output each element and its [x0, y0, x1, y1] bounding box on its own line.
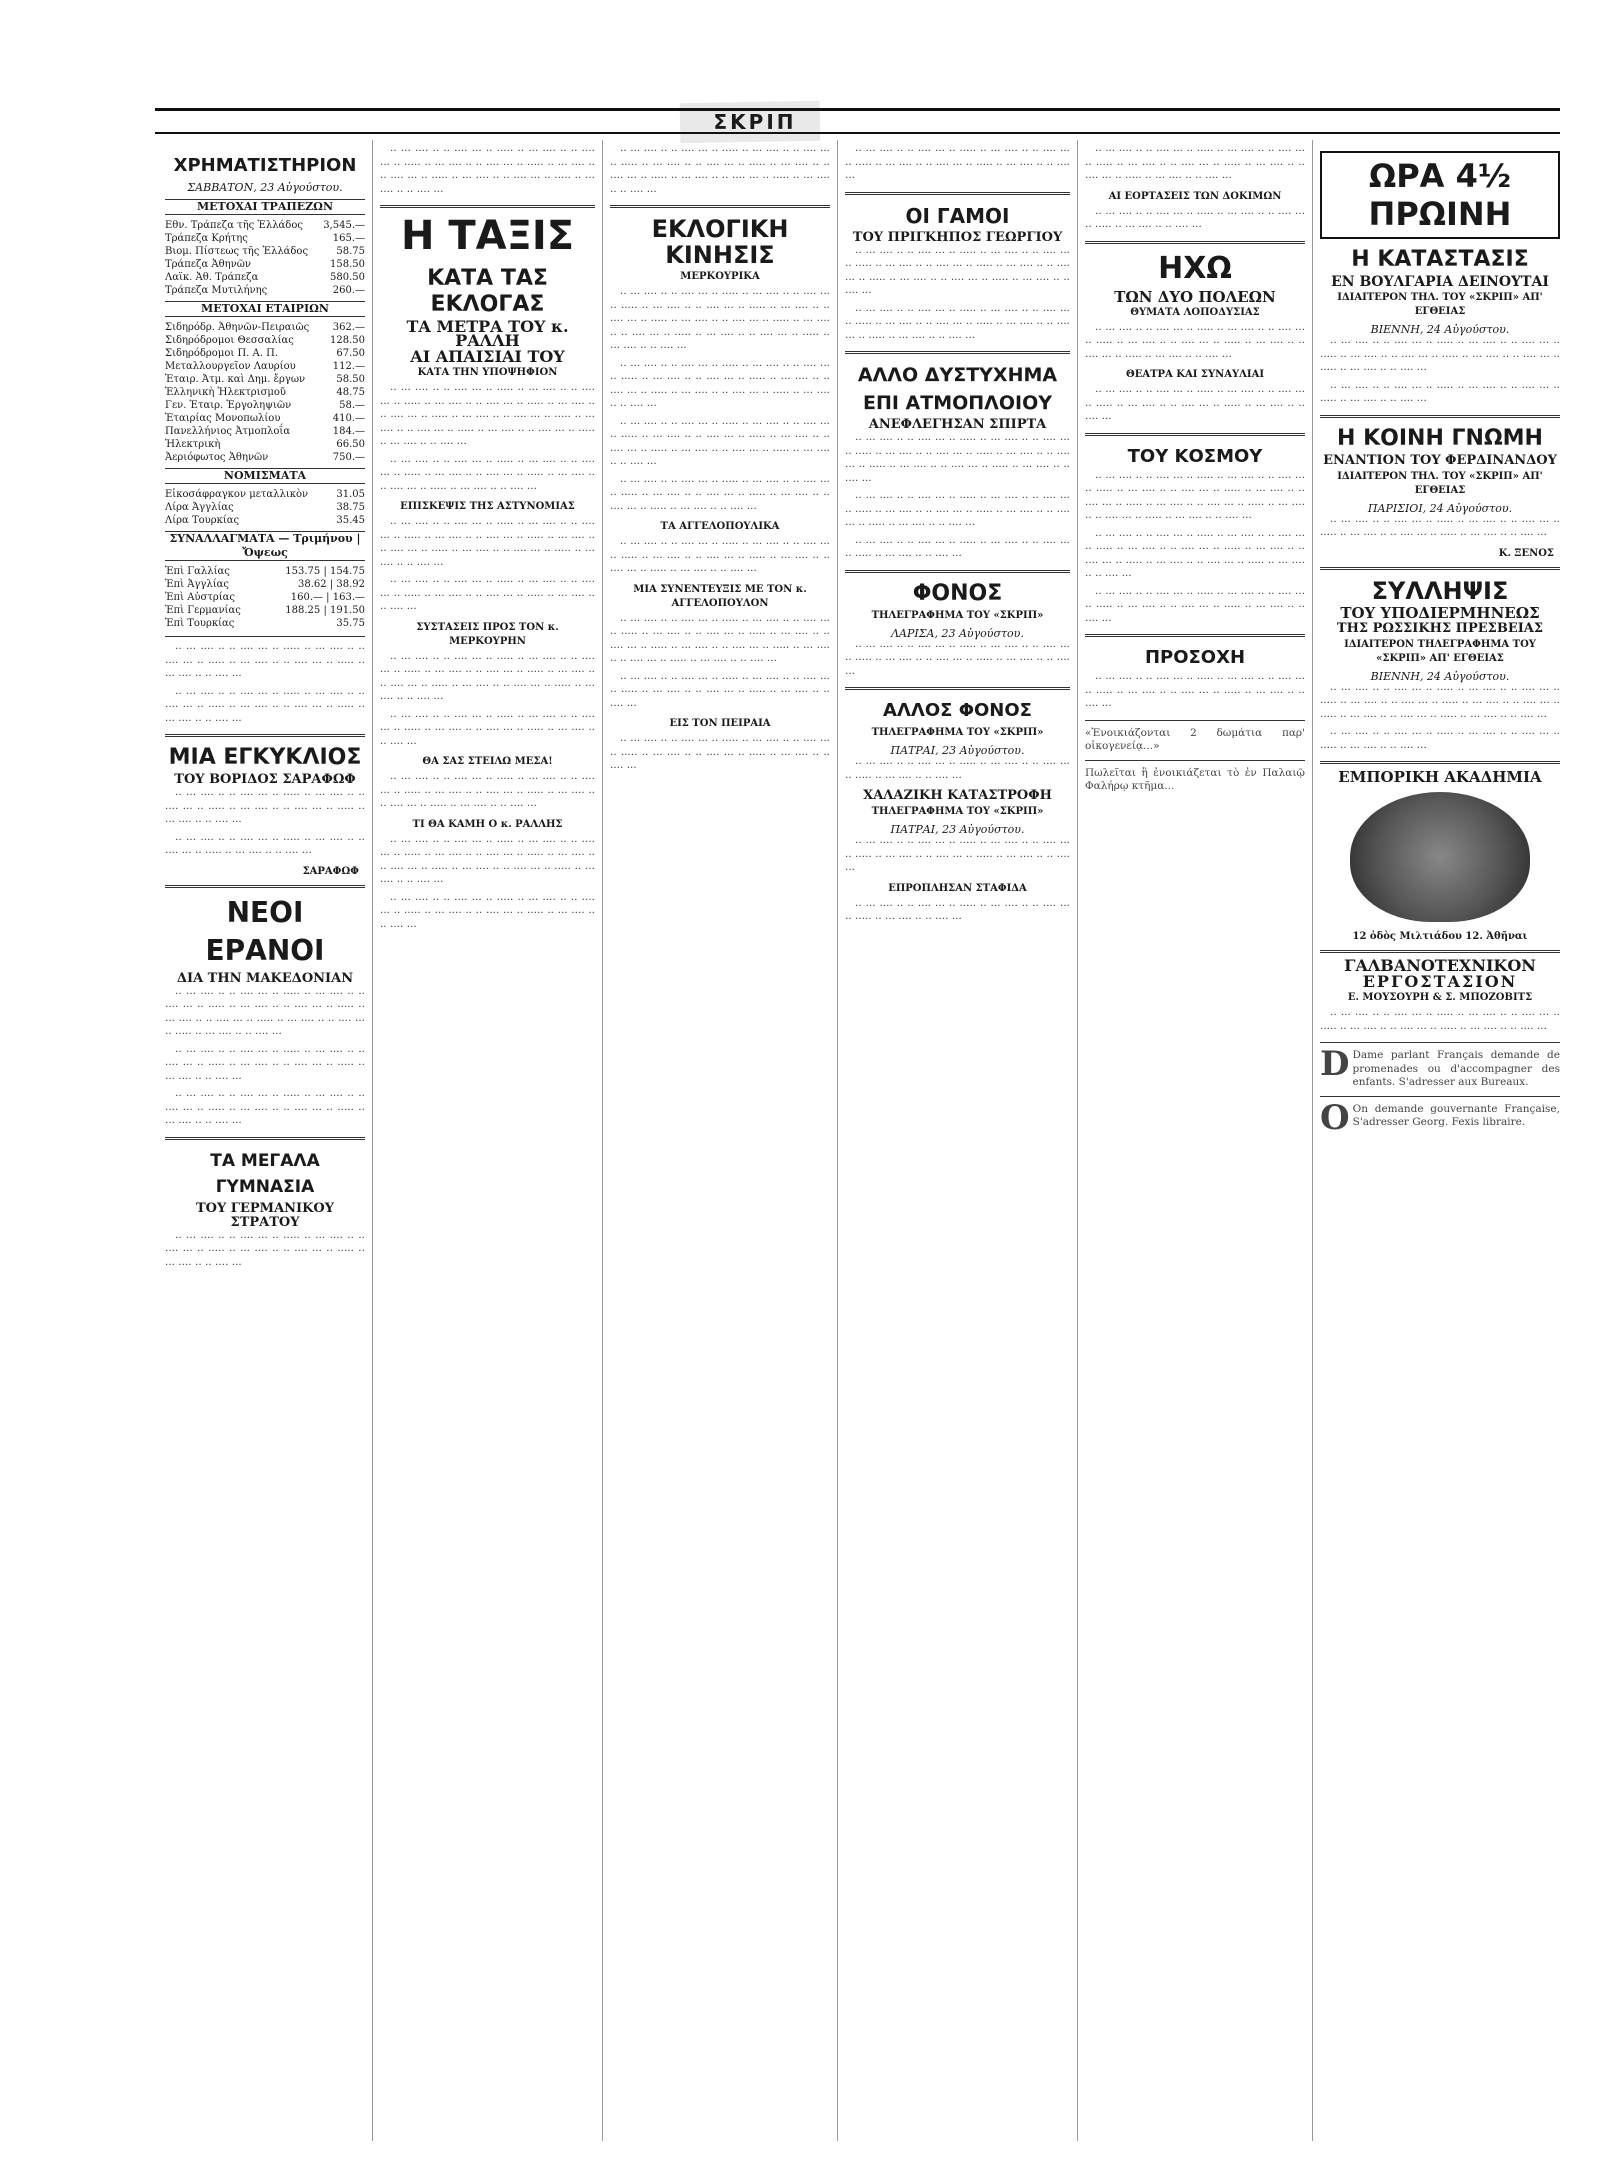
- row-name: Τράπεζα Ἀθηνῶν: [165, 259, 251, 270]
- companies-table: [165, 321, 365, 464]
- section-heading: ΑΙ ΕΟΡΤΑΣΕΙΣ ΤΩΝ ΔΟΚΙΜΩΝ: [1108, 190, 1282, 202]
- article-text: ·· ··· ···· ·· ·· ···· ··· ·· ····· ·· ··· ···· ·· ·· ···· ··· ·· ····· ·· ··· ···· ·· ·· ···· ··· ·· ····· ·· ··· ···· ·· ·· ···· ···: [845, 145, 1070, 184]
- table-row: [165, 271, 365, 284]
- column-1: [165, 145, 365, 2141]
- table-row: [165, 347, 365, 360]
- section-heading: ΕΠΡΟΠΛΗΣΑΝ ΣΤΑΦΙΔΑ: [888, 882, 1027, 894]
- article-text: ·· ··· ···· ·· ·· ···· ··· ·· ····· ·· ··· ···· ·· ·· ···· ··· ·· ····· ·· ··· ···· ·· ·· ···· ··· ·· ····· ·· ··· ···· ·· ·· ···· ··· ·· ····· ·· ··· ···· ·· ·· ···· ··· ·· ····· ·· ··· ···· ·· ·· ···· ··· ·· ····· ·· ··· ···· ·· ·· ···· ··· ·· ····· ·· ··· ···· ·· ·· ···· ··· ·· ··· ···· ·· ·· ···· ··· ·· ····· ·· ··· ···· ·· ·· ···· ··· ·· ····· ·· ··· ···· ·· ·· ···· ··· ·· ····· ·· ··· ···· ·· ·· ···· ··· ·· ····· ·· ··· ···· ·· ·· ···· ···: [380, 384, 595, 495]
- row-value: 188.25 | 191.50: [285, 605, 365, 616]
- article-text: ·· ··· ···· ·· ·· ···· ··· ·· ····· ·· ··· ···· ·· ·· ···· ··· ·· ····· ·· ··· ···· ·· ·· ···· ··· ·· ····· ·· ··· ···· ·· ·· ···· ··· ·· ····· ·· ··· ···· ·· ·· ···· ··· ·· ····· ·· ··· ···· ·· ·· ···· ··· ·· ··· ···· ·· ·· ···· ··· ·· ····· ·· ··· ···· ·· ·· ···· ··· ·· ····· ·· ··· ···· ·· ·· ···· ··· ·· ····· ·· ··· ···· ·· ·· ···· ···: [380, 835, 595, 933]
- row-name: Τράπεζα Κρήτης: [165, 233, 248, 244]
- article-heading: ΧΑΛΑΖΙΚΗ ΚΑΤΑΣΤΡΟΦΗ: [863, 788, 1052, 803]
- companies-title: ΜΕΤΟΧΑΙ ΕΤΑΙΡΙΩΝ: [165, 301, 365, 317]
- table-row: [165, 578, 365, 591]
- telegram-label: ΙΔΙΑΙΤΕΡΟΝ ΤΗΛ. ΤΟΥ «ΣΚΡΙΠ» ΑΠ' ΕΓΘΕΙΑΣ: [1337, 292, 1543, 317]
- table-row: [165, 284, 365, 297]
- table-row: [165, 245, 365, 258]
- article-heading: ΤΟΥ ΚΟΣΜΟΥ: [1127, 445, 1263, 467]
- table-row: [165, 451, 365, 464]
- fx-table: [165, 565, 365, 630]
- row-value: 410.—: [332, 413, 365, 424]
- row-name: Πανελλήνιος Ἀτμοπλοΐα: [165, 426, 291, 437]
- row-name: Λίρα Τουρκίας: [165, 515, 240, 526]
- section-heading: ΜΙΑ ΣΥΝΕΝΤΕΥΞΙΣ ΜΕ ΤΟΝ κ. ΑΓΓΕΛΟΠΟΥΛΟΝ: [633, 583, 807, 609]
- article-text: ·· ··· ···· ·· ·· ···· ··· ·· ····· ·· ··· ···· ·· ·· ···· ··· ·· ····· ·· ··· ···· ·· ·· ···· ··· ·· ····· ·· ··· ···· ·· ·· ···· ··· ·· ····· ·· ··· ···· ·· ·· ···· ···: [380, 773, 595, 812]
- article-text: ·· ··· ···· ·· ·· ···· ··· ·· ····· ·· ··· ···· ·· ·· ···· ··· ·· ····· ·· ··· ···· ·· ·· ···· ··· ·· ····· ·· ··· ···· ·· ·· ···· ···: [1320, 515, 1560, 541]
- section-heading: ΣΥΣΤΑΣΕΙΣ ΠΡΟΣ ΤΟΝ κ. ΜΕΡΚΟΥΡΗΝ: [416, 621, 559, 647]
- article-text: ·· ··· ···· ·· ·· ···· ··· ·· ····· ·· ··· ···· ·· ·· ···· ··· ·· ····· ·· ··· ···· ·· ·· ···· ··· ·· ····· ·· ··· ···· ·· ·· ···· ··· ·· ··· ···· ·· ·· ···· ··· ·· ····· ·· ··· ···· ·· ·· ···· ··· ·· ····· ·· ··· ···· ·· ·· ···· ···: [165, 789, 365, 859]
- telegram-label: ΤΗΛΕΓΡΑΦΗΜΑ ΤΟΥ «ΣΚΡΙΠ»: [871, 806, 1044, 817]
- article-text: ·· ··· ···· ·· ·· ···· ··· ·· ····· ·· ··· ···· ·· ·· ···· ··· ·· ····· ·· ··· ···· ·· ·· ···· ···: [845, 899, 1070, 925]
- row-value: 165.—: [332, 233, 365, 244]
- ad-subheading: ΕΡΓΟΣΤΑΣΙΟΝ: [1362, 972, 1518, 991]
- article-text: ·· ··· ···· ·· ·· ···· ··· ·· ····· ·· ··· ···· ·· ·· ···· ··· ·· ····· ·· ··· ···· ·· ·· ···· ··· ·· ····· ·· ··· ···· ·· ·· ···· ···: [845, 837, 1070, 876]
- article-subheading: ΤΗΣ ΡΩΣΣΙΚΗΣ ΠΡΕΣΒΕΙΑΣ: [1336, 620, 1544, 636]
- banks-title: ΜΕΤΟΧΑΙ ΤΡΑΠΕΖΩΝ: [165, 199, 365, 215]
- row-value: 48.75: [336, 387, 365, 398]
- table-row: [165, 232, 365, 245]
- headline-sub: ΤΑ ΜΕΤΡΑ ΤΟΥ κ. ΡΑΛΛΗ: [406, 317, 569, 350]
- dateline: ΛΑΡΙΣΑ, 23 Αὐγούστου.: [891, 626, 1024, 640]
- section-heading: ΤΑ ΑΓΓΕΛΟΠΟΥΛΙΚΑ: [660, 521, 780, 532]
- article-text: ·· ··· ···· ·· ·· ···· ··· ·· ····· ·· ··· ···· ·· ·· ···· ··· ·· ····· ·· ··· ···· ·· ·· ···· ··· ·· ····· ·· ··· ···· ·· ·· ···· ··· ·· ··· ···· ·· ·· ···· ··· ·· ····· ·· ··· ···· ·· ·· ···· ··· ·· ····· ·· ··· ···· ·· ·· ···· ··· ·· ····· ·· ··· ···· ·· ·· ···· ···: [165, 643, 365, 727]
- row-value: 67.50: [336, 348, 365, 359]
- row-value: 3,545.—: [323, 220, 365, 231]
- ad-owners: Ε. ΜΟΥΣΟΥΡΗ & Σ. ΜΠΟΖΟΒΙΤΣ: [1347, 992, 1533, 1003]
- article-subheading: ΜΕΡΚΟΥΡΙΚΑ: [680, 271, 760, 282]
- row-name: Ἐπὶ Ἀγγλίας: [165, 579, 229, 590]
- row-value: 184.—: [332, 426, 365, 437]
- row-name: Γεν. Ἑταιρ. Ἐργοληψιῶν: [165, 400, 292, 411]
- academy-heading: ΕΜΠΟΡΙΚΗ ΑΚΑΔΗΜΙΑ: [1338, 768, 1542, 786]
- row-name: Βιομ. Πίστεως τῆς Ἑλλάδος: [165, 246, 309, 257]
- row-name: Εθν. Τράπεζα τῆς Ἑλλάδος: [165, 220, 303, 231]
- row-value: 112.—: [332, 361, 365, 372]
- classified-ad: Πωλεῖται ἢ ἐνοικιάζεται τὸ ἐν Παλαιῷ Φαλήρῳ κτῆμα...: [1085, 766, 1305, 792]
- headline-sub: ΑΙ ΑΠΑΙΣΙΑΙ ΤΟΥ: [410, 347, 565, 366]
- article-heading: ΝΕΟΙ ΕΡΑΝΟΙ: [205, 895, 325, 967]
- article-subheading: ΕΝΑΝΤΙΟΝ ΤΟΥ ΦΕΡΔΙΝΑΝΔΟΥ: [1323, 452, 1557, 468]
- article-text: ·· ··· ···· ·· ·· ···· ··· ·· ····· ·· ··· ···· ·· ·· ···· ··· ·· ····· ·· ··· ···· ·· ·· ···· ··· ·· ····· ·· ··· ···· ·· ·· ···· ···: [845, 640, 1070, 680]
- table-row: [165, 488, 365, 501]
- article-subheading: ΤΩΝ ΔΥΟ ΠΟΛΕΩΝ: [1114, 287, 1276, 306]
- row-value: 58.—: [339, 400, 365, 411]
- main-headline: Η ΤΑΞΙΣ: [400, 213, 575, 259]
- article-text: ·· ··· ···· ·· ·· ···· ··· ·· ····· ·· ··· ···· ·· ·· ···· ··· ·· ····· ·· ··· ···· ·· ·· ···· ··· ·· ····· ·· ··· ···· ·· ·· ···· ··· ·· ····· ·· ··· ···· ·· ·· ···· ··· ·· ····· ·· ··· ···· ·· ·· ···· ··· ·· ··· ···· ·· ·· ···· ··· ·· ····· ·· ··· ···· ·· ·· ···· ··· ·· ····· ·· ··· ···· ·· ·· ···· ··· ·· ····· ·· ··· ···· ·· ·· ···· ··· ·· ····· ·· ··· ···· ·· ·· ···· ···: [845, 246, 1070, 344]
- article-text: ·· ··· ···· ·· ·· ···· ··· ·· ····· ·· ··· ···· ·· ·· ···· ··· ·· ····· ·· ··· ···· ·· ·· ···· ···: [845, 758, 1070, 784]
- article-text: ·· ··· ···· ·· ·· ···· ··· ·· ····· ·· ··· ···· ·· ·· ···· ··· ·· ····· ·· ··· ···· ·· ·· ···· ···: [1085, 207, 1305, 233]
- late-news-title: ΩΡΑ 4½ ΠΡΩΙΝΗ: [1368, 157, 1512, 233]
- dateline: ΠΑΡΙΣΙΟΙ, 24 Αὐγούστου.: [1367, 501, 1513, 515]
- article-heading: ΦΟΝΟΣ: [912, 580, 1003, 606]
- row-value: 35.45: [336, 515, 365, 526]
- header-rule-lower: [155, 132, 1560, 134]
- article-text: ·· ··· ···· ·· ·· ···· ··· ·· ····· ·· ··· ···· ·· ·· ···· ··· ·· ····· ·· ··· ···· ·· ·· ···· ··· ·· ····· ·· ··· ···· ·· ·· ···· ··· ·· ····· ·· ··· ···· ·· ·· ···· ··· ·· ····· ·· ··· ···· ·· ·· ···· ··· ·· ··· ···· ·· ·· ···· ··· ·· ····· ·· ··· ···· ·· ·· ···· ··· ·· ····· ·· ··· ···· ·· ·· ···· ··· ·· ····· ·· ··· ···· ·· ·· ···· ···: [380, 652, 595, 750]
- table-row: [165, 373, 365, 386]
- table-row: [165, 360, 365, 373]
- row-value: 58.75: [336, 246, 365, 257]
- article-text: ·· ··· ···· ·· ·· ···· ··· ·· ····· ·· ··· ···· ·· ·· ···· ··· ·· ····· ·· ··· ···· ·· ·· ···· ··· ·· ····· ·· ··· ···· ·· ·· ···· ··· ·· ····· ·· ··· ···· ·· ·· ···· ···: [1085, 323, 1305, 363]
- row-value: 362.—: [332, 322, 365, 333]
- article-signature: Κ. ΞΕΝΟΣ: [1498, 547, 1554, 559]
- column-4: [845, 145, 1070, 2141]
- row-name: Ἐπὶ Γερμανίας: [165, 605, 241, 616]
- market-date: ΣΑΒΒΑΤΟΝ, 23 Αὐγούστου.: [187, 181, 343, 194]
- header-rule: [155, 108, 1560, 111]
- table-row: [165, 386, 365, 399]
- row-name: Εἰκοσάφραγκον μεταλλικὸν: [165, 489, 309, 500]
- row-name: Ἀεριόφωτος Ἀθηνῶν: [165, 452, 269, 463]
- table-row: [165, 321, 365, 334]
- row-name: Ἑταιρίας Μονοπωλίου: [165, 413, 281, 424]
- academy-address: 12 ὁδὸς Μιλτιάδου 12. Ἀθῆναι: [1352, 931, 1528, 942]
- article-heading: ΕΠΙ ΑΤΜΟΠΛΟΙΟΥ: [862, 392, 1053, 414]
- article-text: ·· ··· ···· ·· ·· ···· ··· ·· ····· ·· ··· ···· ·· ·· ···· ··· ·· ····· ·· ··· ···· ·· ·· ···· ··· ·· ····· ·· ··· ···· ·· ·· ···· ··· ·· ····· ·· ··· ···· ·· ·· ···· ··· ·· ····· ·· ··· ···· ·· ·· ···· ··· ·· ··· ···· ·· ·· ···· ··· ·· ····· ·· ··· ···· ·· ·· ···· ··· ·· ····· ·· ··· ···· ·· ·· ···· ··· ·· ····· ·· ··· ···· ·· ·· ···· ··· ·· ··· ···· ·· ·· ···· ··· ·· ····· ·· ··· ···· ·· ·· ···· ··· ·· ····· ·· ··· ···· ·· ·· ···· ··· ·· ····· ·· ··· ···· ·· ·· ···· ···: [165, 987, 365, 1129]
- row-name: Σιδηρόδρομοι Θεσσαλίας: [165, 335, 294, 346]
- article-subheading: ΕΝ ΒΟΥΛΓΑΡΙΑ ΔΕΙΝΟΥΤΑΙ: [1331, 274, 1549, 290]
- table-row: [165, 591, 365, 604]
- row-value: 158.50: [330, 259, 365, 270]
- banks-table: [165, 219, 365, 297]
- row-value: 38.75: [336, 502, 365, 513]
- article-heading: ΕΚΛΟΓΙΚΗ ΚΙΝΗΣΙΣ: [651, 215, 789, 269]
- article-heading: ΑΛΛΟΣ ΦΟΝΟΣ: [883, 700, 1032, 721]
- article-text: ·· ··· ···· ·· ·· ···· ··· ·· ····· ·· ··· ···· ·· ·· ···· ··· ·· ····· ·· ··· ···· ·· ·· ···· ··· ·· ····· ·· ··· ···· ·· ·· ···· ··· ·· ····· ·· ··· ···· ·· ·· ···· ··· ·· ····· ·· ··· ···· ·· ·· ···· ··· ·· ··· ···· ·· ·· ···· ··· ·· ····· ·· ··· ···· ·· ·· ···· ··· ·· ····· ·· ··· ···· ·· ·· ···· ··· ·· ····· ·· ··· ···· ·· ·· ···· ···: [380, 518, 595, 615]
- row-value: 38.62 | 38.92: [298, 579, 365, 590]
- article-heading: ΗΧΩ: [1158, 250, 1232, 286]
- article-heading: ΠΡΟΣΟΧΗ: [1144, 647, 1246, 668]
- article-heading: ΣΥΛΛΗΨΙΣ: [1371, 576, 1509, 605]
- section-heading: ΘΥΜΑΤΑ ΛΟΠΟΔΥΣΙΑΣ: [1130, 306, 1260, 318]
- article-heading: ΜΙΑ ΕΓΚΥΚΛΙΟΣ: [168, 745, 362, 770]
- french-ad: D Dame parlant Français demande de promenades ou d'accompagner des enfants. S'adresser aux Bureaux.: [1320, 1044, 1560, 1088]
- dateline: ΠΑΤΡΑΙ, 23 Αὐγούστου.: [890, 823, 1025, 836]
- article-text: ·· ··· ···· ·· ·· ···· ··· ·· ····· ·· ··· ···· ·· ·· ···· ··· ·· ····· ·· ··· ···· ·· ·· ···· ··· ·· ····· ·· ··· ···· ·· ·· ···· ··· ·· ····· ·· ··· ···· ·· ·· ···· ··· ·· ····· ·· ··· ···· ·· ·· ···· ··· ·· ····· ·· ··· ···· ·· ·· ···· ··· ·· ··· ···· ·· ·· ···· ··· ·· ····· ·· ··· ···· ·· ·· ···· ··· ·· ····· ·· ··· ···· ·· ·· ···· ··· ·· ····· ·· ··· ···· ·· ·· ···· ···: [610, 614, 830, 712]
- row-name: Ἐπὶ Γαλλίας: [165, 566, 230, 577]
- table-row: [165, 425, 365, 438]
- article-text: ·· ··· ···· ·· ·· ···· ··· ·· ····· ·· ··· ···· ·· ·· ···· ··· ·· ····· ·· ··· ···· ·· ·· ···· ··· ·· ····· ·· ··· ···· ·· ·· ···· ··· ·· ····· ·· ··· ···· ·· ·· ···· ··· ·· ··· ···· ·· ·· ···· ··· ·· ····· ·· ··· ···· ·· ·· ···· ··· ·· ····· ·· ··· ···· ·· ·· ···· ···: [1320, 337, 1560, 407]
- article-text: ·· ··· ···· ·· ·· ···· ··· ·· ····· ·· ··· ···· ·· ·· ···· ··· ·· ····· ·· ··· ···· ·· ·· ···· ··· ·· ····· ·· ··· ···· ·· ·· ···· ··· ·· ····· ·· ··· ···· ·· ·· ···· ··· ·· ····· ·· ··· ···· ·· ·· ···· ··· ·· ····· ·· ··· ···· ·· ·· ···· ··· ·· ··· ···· ·· ·· ···· ··· ·· ····· ·· ··· ···· ·· ·· ···· ··· ·· ····· ·· ··· ···· ·· ·· ···· ··· ·· ····· ·· ··· ···· ·· ·· ···· ··· ·· ····· ·· ··· ···· ·· ·· ···· ··· ·· ····· ·· ··· ···· ·· ·· ···· ··· ·· ··· ···· ·· ·· ···· ··· ·· ····· ·· ··· ···· ·· ·· ···· ··· ·· ····· ·· ··· ···· ·· ·· ···· ··· ·· ····· ·· ··· ···· ·· ·· ···· ···: [1085, 471, 1305, 627]
- article-subheading: ΔΙΑ ΤΗΝ ΜΑΚΕΔΟΝΙΑΝ: [176, 970, 354, 986]
- row-name: Μεταλλουργεῖον Λαυρίου: [165, 361, 296, 372]
- telegram-label: ΙΔΙΑΙΤΕΡΟΝ ΤΗΛ. ΤΟΥ «ΣΚΡΙΠ» ΑΠ' ΕΓΘΕΙΑΣ: [1337, 470, 1543, 496]
- article-heading: ΟΙ ΓΑΜΟΙ: [905, 203, 1010, 228]
- table-row: [165, 219, 365, 232]
- dateline: ΠΑΤΡΑΙ, 23 Αὐγούστου.: [890, 744, 1025, 757]
- column-5: [1085, 145, 1305, 2141]
- telegram-label: ΙΔΙΑΙΤΕΡΟΝ ΤΗΛΕΓΡΑΦΗΜΑ ΤΟΥ «ΣΚΡΙΠ» ΑΠ' ΕΓΘΕΙΑΣ: [1344, 638, 1536, 664]
- section-heading: ΘΑ ΣΑΣ ΣΤΕΙΛΩ ΜΕΣΑ!: [422, 756, 553, 767]
- article-signature: ΣΑΡΑΦΩΦ: [302, 865, 359, 877]
- row-name: Τράπεζα Μυτιλήνης: [165, 285, 268, 296]
- article-heading: Η ΚΟΙΝΗ ΓΝΩΜΗ: [1337, 425, 1543, 451]
- article-subheading: ΤΟΥ ΥΠΟΔΙΕΡΜΗΝΕΩΣ: [1340, 603, 1540, 622]
- section-heading: ΕΠΙΣΚΕΨΙΣ ΤΗΣ ΑΣΤΥΝΟΜΙΑΣ: [400, 501, 575, 512]
- row-name: Σιδηρόδρομοι Π. Α. Π.: [165, 348, 278, 359]
- article-heading: ΑΛΛΟ ΔΥΣΤΥΧΗΜΑ: [857, 364, 1058, 386]
- column-6: [1320, 145, 1560, 2141]
- section-heading: ΤΙ ΘΑ ΚΑΜΗ Ο κ. ΡΑΛΛΗΣ: [412, 818, 563, 830]
- late-news-box: [1320, 151, 1560, 239]
- article-heading: Η ΚΑΤΑΣΤΑΣΙΣ: [1351, 247, 1529, 272]
- table-row: [165, 514, 365, 527]
- headline-sub: ΚΑΤΑ ΤΗΝ ΥΠΟΨΗΦΙΟΝ: [417, 367, 558, 378]
- article-text: ·· ··· ···· ·· ·· ···· ··· ·· ····· ·· ··· ···· ·· ·· ···· ··· ·· ····· ·· ··· ···· ·· ·· ···· ··· ·· ····· ·· ··· ···· ·· ·· ···· ···: [1320, 1009, 1560, 1035]
- ad-heading: ΓΑΛΒΑΝΟΤΕΧΝΙΚΟΝ: [1344, 956, 1536, 975]
- headline-sub: ΚΑΤΑ ΤΑΣ ΕΚΛΟΓΑΣ: [427, 266, 548, 317]
- french-ad: O On demande gouvernante Française, S'adresser Georg. Fexis libraire.: [1320, 1097, 1560, 1138]
- row-name: Ἐπὶ Αὐστρίας: [165, 592, 236, 603]
- section-heading: ΘΕΑΤΡΑ ΚΑΙ ΣΥΝΑΥΛΙΑΙ: [1125, 369, 1265, 380]
- table-row: [165, 258, 365, 271]
- row-name: Ἑταιρ. Ἀτμ. καὶ Δημ. ἔργων: [165, 374, 306, 385]
- article-text: ·· ··· ···· ·· ·· ···· ··· ·· ····· ·· ··· ···· ·· ·· ···· ··· ·· ····· ·· ··· ···· ·· ·· ···· ··· ·· ····· ·· ··· ···· ·· ·· ···· ··· ·· ····· ·· ··· ···· ·· ·· ···· ··· ·· ····· ·· ··· ···· ·· ·· ···· ··· ·· ··· ···· ·· ·· ···· ··· ·· ····· ·· ··· ···· ·· ·· ···· ··· ·· ····· ·· ··· ···· ·· ·· ···· ···: [1320, 683, 1560, 754]
- dateline: ΒΙΕΝΝΗ, 24 Αὐγούστου.: [1370, 323, 1510, 336]
- row-value: 35.75: [336, 618, 365, 629]
- article-text: ·· ··· ···· ·· ·· ···· ··· ·· ····· ·· ··· ···· ·· ·· ···· ··· ·· ····· ·· ··· ···· ·· ·· ···· ··· ·· ····· ·· ··· ···· ·· ·· ···· ··· ·· ····· ·· ··· ···· ·· ·· ···· ··· ·· ····· ·· ··· ···· ·· ·· ···· ···: [610, 145, 830, 198]
- article-text: ·· ··· ···· ·· ·· ···· ··· ·· ····· ·· ··· ···· ·· ·· ···· ··· ·· ····· ·· ··· ···· ·· ·· ···· ··· ·· ····· ·· ··· ···· ·· ·· ···· ··· ·· ····· ·· ··· ···· ·· ·· ···· ··· ·· ····· ·· ··· ···· ·· ·· ···· ···: [380, 145, 595, 198]
- article-text: ·· ··· ···· ·· ·· ···· ··· ·· ····· ·· ··· ···· ·· ·· ···· ··· ·· ····· ·· ··· ···· ·· ·· ···· ··· ·· ····· ·· ··· ···· ·· ·· ···· ··· ·· ····· ·· ··· ···· ·· ·· ···· ···: [1085, 145, 1305, 184]
- article-text: ·· ··· ···· ·· ·· ···· ··· ·· ····· ·· ··· ···· ·· ·· ···· ··· ·· ····· ·· ··· ···· ·· ·· ···· ··· ·· ····· ·· ··· ···· ·· ·· ···· ···: [610, 735, 830, 774]
- article-subheading: ΤΟΥ ΓΕΡΜΑΝΙΚΟΥ ΣΤΡΑΤΟΥ: [195, 1200, 335, 1230]
- row-value: 260.—: [332, 285, 365, 296]
- row-value: 31.05: [336, 489, 365, 500]
- table-row: [165, 604, 365, 617]
- article-text: ·· ··· ···· ·· ·· ···· ··· ·· ····· ·· ··· ···· ·· ·· ···· ··· ·· ····· ·· ··· ···· ·· ·· ···· ··· ·· ····· ·· ··· ···· ·· ·· ···· ···: [1085, 386, 1305, 425]
- table-row: [165, 438, 365, 451]
- academy-crest-image: [1350, 792, 1530, 922]
- table-row: [165, 399, 365, 412]
- row-name: Λαϊκ. Ἀθ. Τράπεζα: [165, 272, 259, 283]
- article-text: ·· ··· ···· ·· ·· ···· ··· ·· ····· ·· ··· ···· ·· ·· ···· ··· ·· ····· ·· ··· ···· ·· ·· ···· ··· ·· ····· ·· ··· ···· ·· ·· ···· ···: [165, 1231, 365, 1271]
- column-3: [610, 145, 830, 2141]
- coins-table: [165, 488, 365, 527]
- row-value: 750.—: [332, 452, 365, 463]
- classified-ad: «Ἐνοικιάζονται 2 δωμάτια παρ' οἰκογενείᾳ...»: [1085, 726, 1305, 752]
- table-row: [165, 617, 365, 630]
- article-subheading: ΤΟΥ ΒΟΡΙΔΟΣ ΣΑΡΑΦΩΦ: [174, 772, 356, 787]
- telegram-label: ΤΗΛΕΓΡΑΦΗΜΑ ΤΟΥ «ΣΚΡΙΠ»: [871, 727, 1044, 738]
- article-text: ·· ··· ···· ·· ·· ···· ··· ·· ····· ·· ··· ···· ·· ·· ···· ··· ·· ····· ·· ··· ···· ·· ·· ···· ··· ·· ····· ·· ··· ···· ·· ·· ···· ···: [1085, 673, 1305, 712]
- row-value: 66.50: [336, 439, 365, 450]
- masthead: ΣΚΡΙΠ: [713, 110, 797, 134]
- article-heading: ΤΑ ΜΕΓΑΛΑ ΓΥΜΝΑΣΙΑ: [210, 1150, 320, 1197]
- article-subheading: ΤΟΥ ΠΡΙΓΚΗΠΟΣ ΓΕΩΡΓΙΟΥ: [852, 229, 1063, 245]
- row-name: Σιδηρόδρ. Ἀθηνῶν-Πειραιῶς: [165, 322, 310, 333]
- article-text: ·· ··· ···· ·· ·· ···· ··· ·· ····· ·· ··· ···· ·· ·· ···· ··· ·· ····· ·· ··· ···· ·· ·· ···· ··· ·· ····· ·· ··· ···· ·· ·· ···· ··· ·· ····· ·· ··· ···· ·· ·· ···· ··· ·· ····· ·· ··· ···· ·· ·· ···· ··· ·· ··· ···· ·· ·· ···· ··· ·· ····· ·· ··· ···· ·· ·· ···· ··· ·· ····· ·· ··· ···· ·· ·· ···· ··· ·· ····· ·· ··· ···· ·· ·· ···· ··· ·· ····· ·· ··· ···· ·· ·· ···· ··· ·· ··· ···· ·· ·· ···· ··· ·· ····· ·· ··· ···· ·· ·· ···· ··· ·· ····· ·· ··· ···· ·· ·· ···· ···: [845, 434, 1070, 562]
- row-value: 153.75 | 154.75: [285, 566, 365, 577]
- row-value: 160.— | 163.—: [290, 592, 365, 603]
- market-title: ΧΡΗΜΑΤΙΣΤΗΡΙΟΝ: [173, 155, 357, 176]
- article-text: ·· ··· ···· ·· ·· ···· ··· ·· ····· ·· ··· ···· ·· ·· ···· ··· ·· ····· ·· ··· ···· ·· ·· ···· ··· ·· ····· ·· ··· ···· ·· ·· ···· ··· ·· ····· ·· ··· ···· ·· ·· ···· ···: [610, 538, 830, 577]
- table-row: [165, 334, 365, 347]
- row-value: 580.50: [330, 272, 365, 283]
- row-name: Λίρα Ἀγγλίας: [165, 502, 234, 513]
- row-name: Ἠλεκτρικὴ: [165, 439, 221, 450]
- section-heading: ΕΙΣ ΤΟΝ ΠΕΙΡΑΙΑ: [669, 718, 771, 729]
- telegram-label: ΤΗΛΕΓΡΑΦΗΜΑ ΤΟΥ «ΣΚΡΙΠ»: [871, 609, 1044, 621]
- article-subheading: ΑΝΕΦΛΕΓΗΣΑΝ ΣΠΙΡΤΑ: [868, 417, 1047, 432]
- dateline: ΒΙΕΝΝΗ, 24 Αὐγούστου.: [1370, 669, 1510, 683]
- table-row: [165, 501, 365, 514]
- table-row: [165, 565, 365, 578]
- row-value: 128.50: [330, 335, 365, 346]
- row-name: Ἑλληνικὴ Ἠλεκτρισμοῦ: [165, 387, 287, 398]
- table-row: [165, 412, 365, 425]
- coins-title: ΝΟΜΙΣΜΑΤΑ: [165, 468, 365, 484]
- row-name: Ἐπὶ Τουρκίας: [165, 618, 235, 629]
- article-text: ·· ··· ···· ·· ·· ···· ··· ·· ····· ·· ··· ···· ·· ·· ···· ··· ·· ····· ·· ··· ···· ·· ·· ···· ··· ·· ····· ·· ··· ···· ·· ·· ···· ··· ·· ····· ·· ··· ···· ·· ·· ···· ··· ·· ····· ·· ··· ···· ·· ·· ···· ··· ·· ····· ·· ··· ···· ·· ·· ···· ··· ·· ····· ·· ··· ···· ·· ·· ···· ··· ·· ··· ···· ·· ·· ···· ··· ·· ····· ·· ··· ···· ·· ·· ···· ··· ·· ····· ·· ··· ···· ·· ·· ···· ··· ·· ····· ·· ··· ···· ·· ·· ···· ··· ·· ····· ·· ··· ···· ·· ·· ···· ··· ·· ····· ·· ··· ···· ·· ·· ···· ··· ·· ··· ···· ·· ·· ···· ··· ·· ····· ·· ··· ···· ·· ·· ···· ··· ·· ····· ·· ··· ···· ·· ·· ···· ··· ·· ····· ·· ··· ···· ·· ·· ···· ··· ·· ····· ·· ··· ···· ·· ·· ···· ··· ·· ····· ·· ··· ···· ·· ·· ···· ··· ·· ··· ···· ·· ·· ···· ··· ·· ····· ·· ··· ···· ·· ·· ···· ··· ·· ····· ·· ··· ···· ·· ·· ···· ··· ·· ····· ·· ··· ···· ·· ·· ···· ··· ·· ····· ·· ··· ···· ·· ·· ···· ···: [610, 288, 830, 515]
- column-2: [380, 145, 595, 2141]
- row-value: 58.50: [336, 374, 365, 385]
- fx-title: ΣΥΝΑΛΛΑΓΜΑΤΑ — Τριμήνου | Ὄψεως: [165, 531, 365, 561]
